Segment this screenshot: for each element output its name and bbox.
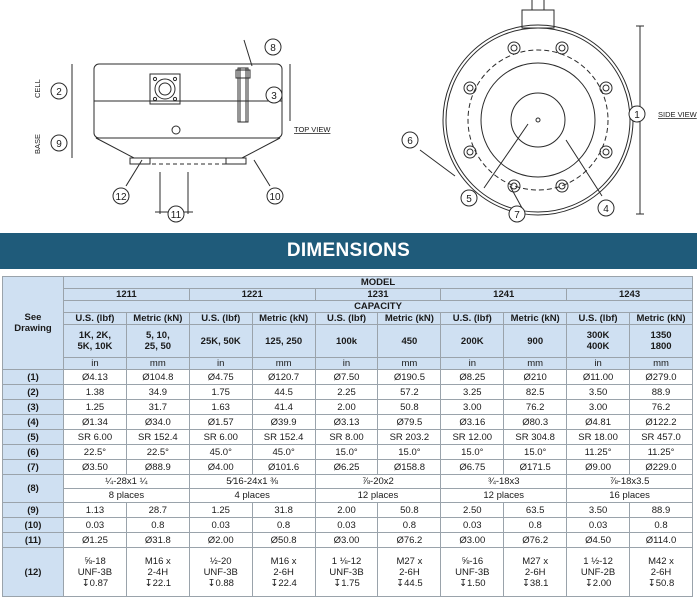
table-row: [3, 475, 693, 489]
unit-header: U.S. (lbf): [64, 313, 127, 325]
places-count: 12 places: [441, 489, 567, 503]
callout-3: 3: [271, 91, 277, 102]
dimensions-table: [2, 276, 693, 597]
table-cell: SR 152.4: [126, 430, 189, 445]
table-cell: Ø6.25: [315, 460, 378, 475]
table-row: [3, 503, 693, 518]
table-cell: 0.8: [630, 518, 693, 533]
table-cell: Ø34.0: [126, 415, 189, 430]
table-row: [3, 445, 693, 460]
model-1211: 1211: [64, 289, 190, 301]
table-cell: 57.2: [378, 385, 441, 400]
dimension-unit: mm: [126, 358, 189, 370]
table-cell: 63.5: [504, 503, 567, 518]
row-label: (9): [3, 503, 64, 518]
table-cell: 0.03: [189, 518, 252, 533]
table-cell: 1 ⅛-12 UNF-3B ↧1.75: [315, 548, 378, 597]
table-cell: M16 x 2-6H ↧22.4: [252, 548, 315, 597]
table-row: [3, 430, 693, 445]
table-cell: 2.50: [441, 503, 504, 518]
capacity-cell: 300K 400K: [567, 325, 630, 358]
table-row: [3, 460, 693, 475]
table-cell: 2.00: [315, 400, 378, 415]
dimension-unit: mm: [252, 358, 315, 370]
row-label: (6): [3, 445, 64, 460]
callout-10: 10: [269, 192, 281, 203]
thread-spec: ⅞-18x3.5: [567, 475, 693, 489]
dimension-unit: in: [189, 358, 252, 370]
table-cell: 34.9: [126, 385, 189, 400]
thread-spec: ¼-28x1 ¼: [64, 475, 190, 489]
table-cell: Ø76.2: [378, 533, 441, 548]
table-cell: M27 x 2-6H ↧38.1: [504, 548, 567, 597]
table-cell: 0.8: [252, 518, 315, 533]
table-cell: Ø11.00: [567, 370, 630, 385]
table-row: [3, 415, 693, 430]
table-cell: 76.2: [504, 400, 567, 415]
table-cell: Ø3.00: [441, 533, 504, 548]
table-cell: SR 457.0: [630, 430, 693, 445]
callout-2: 2: [56, 87, 62, 98]
row-label: (11): [3, 533, 64, 548]
table-row: [3, 548, 693, 597]
table-cell: 1.63: [189, 400, 252, 415]
table-cell: Ø101.6: [252, 460, 315, 475]
table-cell: Ø1.34: [64, 415, 127, 430]
table-cell: M27 x 2-6H ↧44.5: [378, 548, 441, 597]
table-cell: 45.0°: [252, 445, 315, 460]
table-cell: 15.0°: [441, 445, 504, 460]
capacity-cell: 25K, 50K: [189, 325, 252, 358]
table-cell: Ø4.81: [567, 415, 630, 430]
table-cell: Ø76.2: [504, 533, 567, 548]
row-label: (3): [3, 400, 64, 415]
dimension-unit: in: [441, 358, 504, 370]
table-cell: SR 304.8: [504, 430, 567, 445]
table-cell: 88.9: [630, 385, 693, 400]
table-cell: Ø210: [504, 370, 567, 385]
table-cell: 15.0°: [504, 445, 567, 460]
see-drawing-header: See Drawing: [3, 277, 64, 370]
table-cell: Ø8.25: [441, 370, 504, 385]
model-header: MODEL: [64, 277, 693, 289]
table-cell: 45.0°: [189, 445, 252, 460]
table-cell: 2.25: [315, 385, 378, 400]
table-cell: SR 6.00: [64, 430, 127, 445]
table-cell: 1.13: [64, 503, 127, 518]
row-label: (2): [3, 385, 64, 400]
table-cell: SR 8.00: [315, 430, 378, 445]
table-cell: Ø6.75: [441, 460, 504, 475]
table-cell: Ø79.5: [378, 415, 441, 430]
table-cell: Ø4.13: [64, 370, 127, 385]
places-count: 12 places: [315, 489, 441, 503]
table-cell: M42 x 2-6H ↧50.8: [630, 548, 693, 597]
table-cell: 1 ½-12 UNF-2B ↧2.00: [567, 548, 630, 597]
table-cell: SR 152.4: [252, 430, 315, 445]
table-cell: 3.00: [567, 400, 630, 415]
table-cell: 1.38: [64, 385, 127, 400]
table-cell: 41.4: [252, 400, 315, 415]
callout-9: 9: [56, 139, 62, 150]
table-cell: 11.25°: [567, 445, 630, 460]
table-cell: 0.03: [441, 518, 504, 533]
table-cell: 0.8: [504, 518, 567, 533]
model-1241: 1241: [441, 289, 567, 301]
dimension-unit: in: [567, 358, 630, 370]
table-row: [3, 370, 693, 385]
technical-drawing: [0, 0, 697, 232]
side-view-label: SIDE VIEW: [658, 110, 697, 119]
dimension-unit: mm: [504, 358, 567, 370]
capacity-cell: 1K, 2K, 5K, 10K: [64, 325, 127, 358]
table-cell: 3.25: [441, 385, 504, 400]
table-cell: Ø31.8: [126, 533, 189, 548]
dimension-unit: mm: [630, 358, 693, 370]
table-cell: Ø7.50: [315, 370, 378, 385]
table-cell: 82.5: [504, 385, 567, 400]
table-cell: Ø3.13: [315, 415, 378, 430]
table-cell: 28.7: [126, 503, 189, 518]
thread-spec: ⅞-20x2: [315, 475, 441, 489]
base-body: [96, 138, 280, 158]
callout-4: 4: [603, 204, 609, 215]
table-cell: 44.5: [252, 385, 315, 400]
table-cell: ⅝-18 UNF-3B ↧0.87: [64, 548, 127, 597]
unit-header: Metric (kN): [126, 313, 189, 325]
row-label: (7): [3, 460, 64, 475]
places-count: 16 places: [567, 489, 693, 503]
unit-header: U.S. (lbf): [567, 313, 630, 325]
callout-6: 6: [407, 136, 413, 147]
places-count: 4 places: [189, 489, 315, 503]
table-cell: Ø104.8: [126, 370, 189, 385]
table-cell: 15.0°: [378, 445, 441, 460]
table-cell: 22.5°: [126, 445, 189, 460]
row-label: (4): [3, 415, 64, 430]
bolt-holes: [464, 42, 612, 192]
table-cell: Ø190.5: [378, 370, 441, 385]
table-cell: Ø4.00: [189, 460, 252, 475]
capacity-header: CAPACITY: [64, 301, 693, 313]
table-cell: 50.8: [378, 503, 441, 518]
callout-7: 7: [514, 210, 520, 221]
thread-spec: ¾-18x3: [441, 475, 567, 489]
table-cell: Ø4.50: [567, 533, 630, 548]
table-cell: SR 12.00: [441, 430, 504, 445]
table-cell: 3.00: [441, 400, 504, 415]
unit-header: Metric (kN): [252, 313, 315, 325]
table-cell: Ø2.00: [189, 533, 252, 548]
table-cell: SR 203.2: [378, 430, 441, 445]
table-cell: 3.50: [567, 503, 630, 518]
unit-header: Metric (kN): [504, 313, 567, 325]
table-row: [3, 533, 693, 548]
table-cell: Ø1.25: [64, 533, 127, 548]
callout-5: 5: [466, 194, 472, 205]
table-cell: 3.50: [567, 385, 630, 400]
table-cell: Ø279.0: [630, 370, 693, 385]
table-cell: Ø50.8: [252, 533, 315, 548]
table-cell: 0.8: [378, 518, 441, 533]
table-cell: 76.2: [630, 400, 693, 415]
thread-spec: 5⁄16-24x1 ⅜: [189, 475, 315, 489]
unit-header: Metric (kN): [630, 313, 693, 325]
table-cell: 0.03: [315, 518, 378, 533]
unit-header: Metric (kN): [378, 313, 441, 325]
capacity-cell: 5, 10, 25, 50: [126, 325, 189, 358]
dimension-unit: mm: [378, 358, 441, 370]
table-cell: 1.25: [64, 400, 127, 415]
table-row: [3, 518, 693, 533]
dimension-unit: in: [315, 358, 378, 370]
table-cell: 1.75: [189, 385, 252, 400]
table-cell: Ø3.16: [441, 415, 504, 430]
callout-8: 8: [270, 43, 276, 54]
table-cell: ½-20 UNF-3B ↧0.88: [189, 548, 252, 597]
table-cell: Ø3.50: [64, 460, 127, 475]
capacity-cell: 100k: [315, 325, 378, 358]
table-cell: 22.5°: [64, 445, 127, 460]
table-cell: 0.03: [567, 518, 630, 533]
model-1221: 1221: [189, 289, 315, 301]
dimension-unit: in: [64, 358, 127, 370]
row-label: (1): [3, 370, 64, 385]
table-cell: Ø4.75: [189, 370, 252, 385]
table-cell: Ø122.2: [630, 415, 693, 430]
table-cell: Ø88.9: [126, 460, 189, 475]
places-count: 8 places: [64, 489, 190, 503]
row-label: (10): [3, 518, 64, 533]
callout-11: 11: [170, 210, 182, 221]
table-cell: 0.03: [64, 518, 127, 533]
unit-header: U.S. (lbf): [189, 313, 252, 325]
table-cell: SR 6.00: [189, 430, 252, 445]
unit-header: U.S. (lbf): [441, 313, 504, 325]
table-row: [3, 489, 693, 503]
top-view-outer: [443, 25, 633, 215]
table-cell: Ø39.9: [252, 415, 315, 430]
table-cell: 31.7: [126, 400, 189, 415]
table-cell: 11.25°: [630, 445, 693, 460]
table-cell: SR 18.00: [567, 430, 630, 445]
table-row: [3, 400, 693, 415]
cell-label: CELL: [33, 79, 42, 98]
capacity-cell: 200K: [441, 325, 504, 358]
table-cell: 15.0°: [315, 445, 378, 460]
row-label: (5): [3, 430, 64, 445]
table-cell: M16 x 2-4H ↧22.1: [126, 548, 189, 597]
base-label: BASE: [33, 133, 42, 154]
table-cell: Ø3.00: [315, 533, 378, 548]
table-cell: 1.25: [189, 503, 252, 518]
table-cell: Ø120.7: [252, 370, 315, 385]
unit-header: U.S. (lbf): [315, 313, 378, 325]
table-cell: Ø114.0: [630, 533, 693, 548]
table-row: [3, 385, 693, 400]
table-cell: ⅝-16 UNF-3B ↧1.50: [441, 548, 504, 597]
capacity-cell: 900: [504, 325, 567, 358]
capacity-cell: 450: [378, 325, 441, 358]
table-cell: Ø9.00: [567, 460, 630, 475]
row-label: (8): [3, 475, 64, 503]
row-label: (12): [3, 548, 64, 597]
callout-1: 1: [634, 110, 640, 121]
table-cell: Ø158.8: [378, 460, 441, 475]
dimensions-banner: DIMENSIONS: [0, 233, 697, 269]
table-cell: 31.8: [252, 503, 315, 518]
callout-12: 12: [115, 192, 127, 203]
table-cell: 88.9: [630, 503, 693, 518]
table-cell: Ø171.5: [504, 460, 567, 475]
capacity-cell: 125, 250: [252, 325, 315, 358]
table-cell: Ø229.0: [630, 460, 693, 475]
table-cell: Ø80.3: [504, 415, 567, 430]
table-cell: 2.00: [315, 503, 378, 518]
model-1243: 1243: [567, 289, 693, 301]
capacity-cell: 1350 1800: [630, 325, 693, 358]
model-1231: 1231: [315, 289, 441, 301]
table-cell: 50.8: [378, 400, 441, 415]
table-cell: 0.8: [126, 518, 189, 533]
top-view-label: TOP VIEW: [294, 125, 331, 134]
table-cell: Ø1.57: [189, 415, 252, 430]
